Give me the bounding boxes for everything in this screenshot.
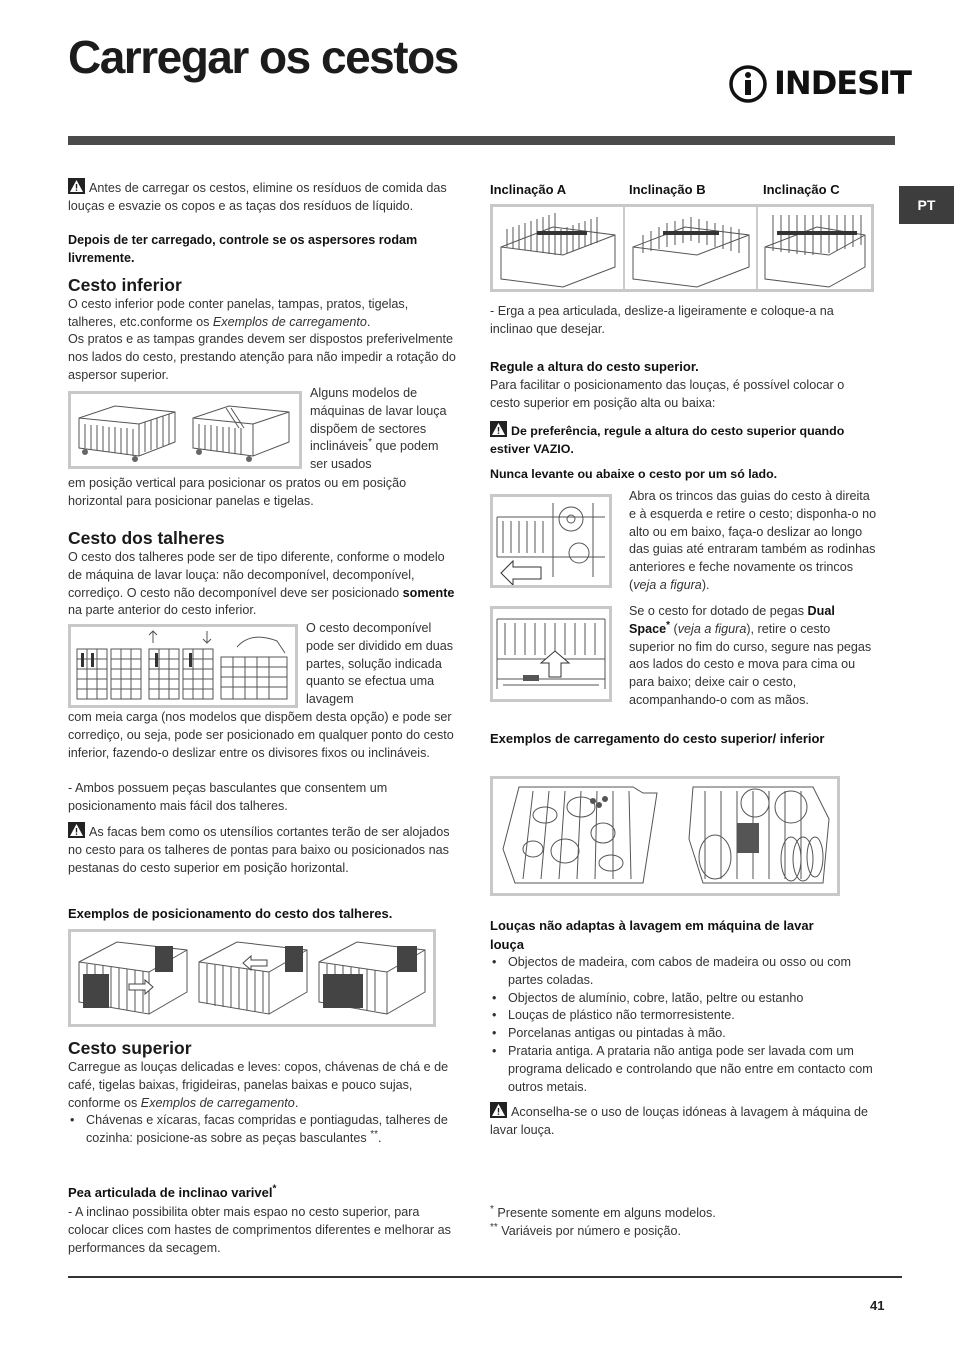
advice-warning xyxy=(490,1102,886,1140)
indesit-logo-icon xyxy=(728,64,768,104)
dual-space-text: Se o cesto for dotado de pegas Dual Space* (veja a figura), retire o cesto superior no fim do curso, segure nas pegas aos lados do cesto e mova para cima ou para baixo; deixe cair o cesto, acompanhando-o com as mãos. xyxy=(629,604,872,707)
upper-basket-heading: Cesto superior xyxy=(68,1038,192,1058)
tilt-text: - A inclinao possibilita obter mais espao no cesto superior, para colocar clices com hastes de comprimentos diferentes e melhorar as performances da secagem. xyxy=(68,1205,451,1255)
lower-basket-illustration xyxy=(68,391,302,469)
lower-basket-side-text: Alguns modelos de máquinas de lavar louça dispõem de sectores inclináveis* que podem ser usados xyxy=(310,386,447,472)
warning-icon xyxy=(490,421,507,437)
cutlery-examples-caption: Exemplos de posicionamento do cesto dos talheres. xyxy=(68,906,393,921)
inclination-c-label: Inclinação C xyxy=(763,182,840,197)
dual-space-illustration xyxy=(490,606,612,702)
knives-warning xyxy=(68,822,458,877)
warning-icon xyxy=(490,1102,507,1118)
list-item: • Porcelanas antigas ou pintadas à mão. xyxy=(508,1025,888,1043)
cutlery-basket-illustration xyxy=(68,624,298,708)
header-rule xyxy=(68,136,895,145)
footnote-2: ** Variáveis por número e posição. xyxy=(490,1221,681,1238)
warning-icon xyxy=(68,178,85,194)
loading-examples-illustration xyxy=(490,776,840,896)
inclination-b-label: Inclinação B xyxy=(629,182,706,197)
cutlery-side-text: O cesto decomponível pode ser dividido em duas partes, solução indicada quanto se efectua uma lavagem xyxy=(306,621,454,707)
cutlery-basket-heading: Cesto dos talheres xyxy=(68,528,225,548)
height-warning xyxy=(490,421,886,459)
brand-logo xyxy=(728,64,911,104)
tilt-heading: Pea articulada de inclinao varivel* xyxy=(68,1183,277,1200)
cutlery-examples-illustration xyxy=(68,929,436,1027)
unsuitable-heading: Louças não adaptas à lavagem em máquina de lavar louça xyxy=(490,918,814,952)
list-item: • Prataria antiga. A prataria não antiga pode ser lavada com um programa delicado e controlando que não entre em contacto com outros metais. xyxy=(508,1043,888,1096)
height-never: Nunca levante ou abaixe o cesto por um só lado. xyxy=(490,467,778,481)
lower-basket-heading: Cesto inferior xyxy=(68,275,182,295)
page-number: 41 xyxy=(870,1298,885,1313)
inclination-illustration xyxy=(490,204,874,292)
inclination-text: - Erga a pea articulada, deslize-a ligeiramente e coloque-a na inclinao que desejar. xyxy=(490,304,834,336)
inclination-a-label: Inclinação A xyxy=(490,182,567,197)
footnote-1: * Presente somente em alguns modelos. xyxy=(490,1203,716,1220)
knives-warning-text: As facas bem como os utensílios cortantes terão de ser alojados no cesto para os talheres de pontas para baixo ou posicionados nas pestanas do cesto superior em posição horizontal. xyxy=(68,825,450,875)
intro-warning xyxy=(68,178,458,216)
height-text: Para facilitar o posicionamento das louças, é possível colocar o cesto superior em posição alta ou baixa: xyxy=(490,378,845,410)
cutlery-after: com meia carga (nos modelos que dispõem desta opção) e pode ser corrediço, ou seja, pode ser posicionado em qualquer ponto do cesto inferior, fazendo-o deslizar entre os divisores fixos ou inclináveis. xyxy=(68,710,454,760)
latch-illustration xyxy=(490,494,612,588)
cutlery-basket-p1: O cesto dos talheres pode ser de tipo diferente, conforme o modelo de máquina de lavar louça: não decomponível, decomponível, corrediço. O cesto não decomponível deve ser posicionado somente na parte anterior do cesto inferior. xyxy=(68,550,455,618)
lower-basket-p1: O cesto inferior pode conter panelas, tampas, pratos, tigelas, talheres, etc.conforme os Exemplos de carregamento. xyxy=(68,297,409,329)
height-heading: Regule a altura do cesto superior. xyxy=(490,359,699,374)
latch-step-text: Abra os trincos das guias do cesto à direita e à esquerda e retire o cesto; disponha-o no alto ou em baixo, faça-o deslizar ao longo das guias até entraram também as rodinhas anteriores e feche novamente os trincos (veja a figura). xyxy=(629,489,877,592)
list-item: • Objectos de madeira, com cabos de madeira ou osso ou com partes coladas. xyxy=(508,954,888,990)
cutlery-p3: - Ambos possuem peças basculantes que consentem um posicionamento mais fácil dos talheres. xyxy=(68,781,388,813)
list-item: • Louças de plástico não termorresistente. xyxy=(508,1007,888,1025)
page-title: Carregar os cestos xyxy=(68,31,458,83)
lower-basket-after: em posição vertical para posicionar os pratos ou em posição horizontal para posicionar panelas e tigelas. xyxy=(68,476,407,508)
list-item: • Chávenas e xícaras, facas compridas e pontiagudas, talheres de cozinha: posicione-as sobre as peças basculantes **. xyxy=(86,1112,458,1148)
list-item: • Objectos de alumínio, cobre, latão, peltre ou estanho xyxy=(508,990,888,1008)
footer-rule xyxy=(68,1276,902,1278)
language-tab: PT xyxy=(899,186,954,224)
upper-basket-p1: Carregue as louças delicadas e leves: copos, chávenas de chá e de café, tigelas baixas, frigideiras, panelas baixas e pouco sujas, conforme os Exemplos de carregamento. xyxy=(68,1060,449,1110)
warning-icon xyxy=(68,822,85,838)
advice-text: Aconselha-se o uso de louças idóneas à lavagem à máquina de lavar louça. xyxy=(490,1105,869,1137)
brand-name: INDESIT xyxy=(774,64,911,103)
upper-basket-bullets xyxy=(68,1112,458,1148)
lower-basket-p2: Os pratos e as tampas grandes devem ser dispostos preferivelmente nos lados do cesto, prestando atenção para não impedir a rotação do aspersor superior. xyxy=(68,332,456,382)
loading-examples-heading: Exemplos de carregamento do cesto superior/ inferior xyxy=(490,731,825,746)
intro-bold-note: Depois de ter carregado, controle se os aspersores rodam livremente. xyxy=(68,233,418,265)
height-warning-text: De preferência, regule a altura do cesto superior quando estiver VAZIO. xyxy=(490,424,845,456)
unsuitable-list xyxy=(490,954,888,1096)
intro-warning-text: Antes de carregar os cestos, elimine os resíduos de comida das louças e esvazie os copos e as taças dos resíduos de líquido. xyxy=(68,181,447,213)
